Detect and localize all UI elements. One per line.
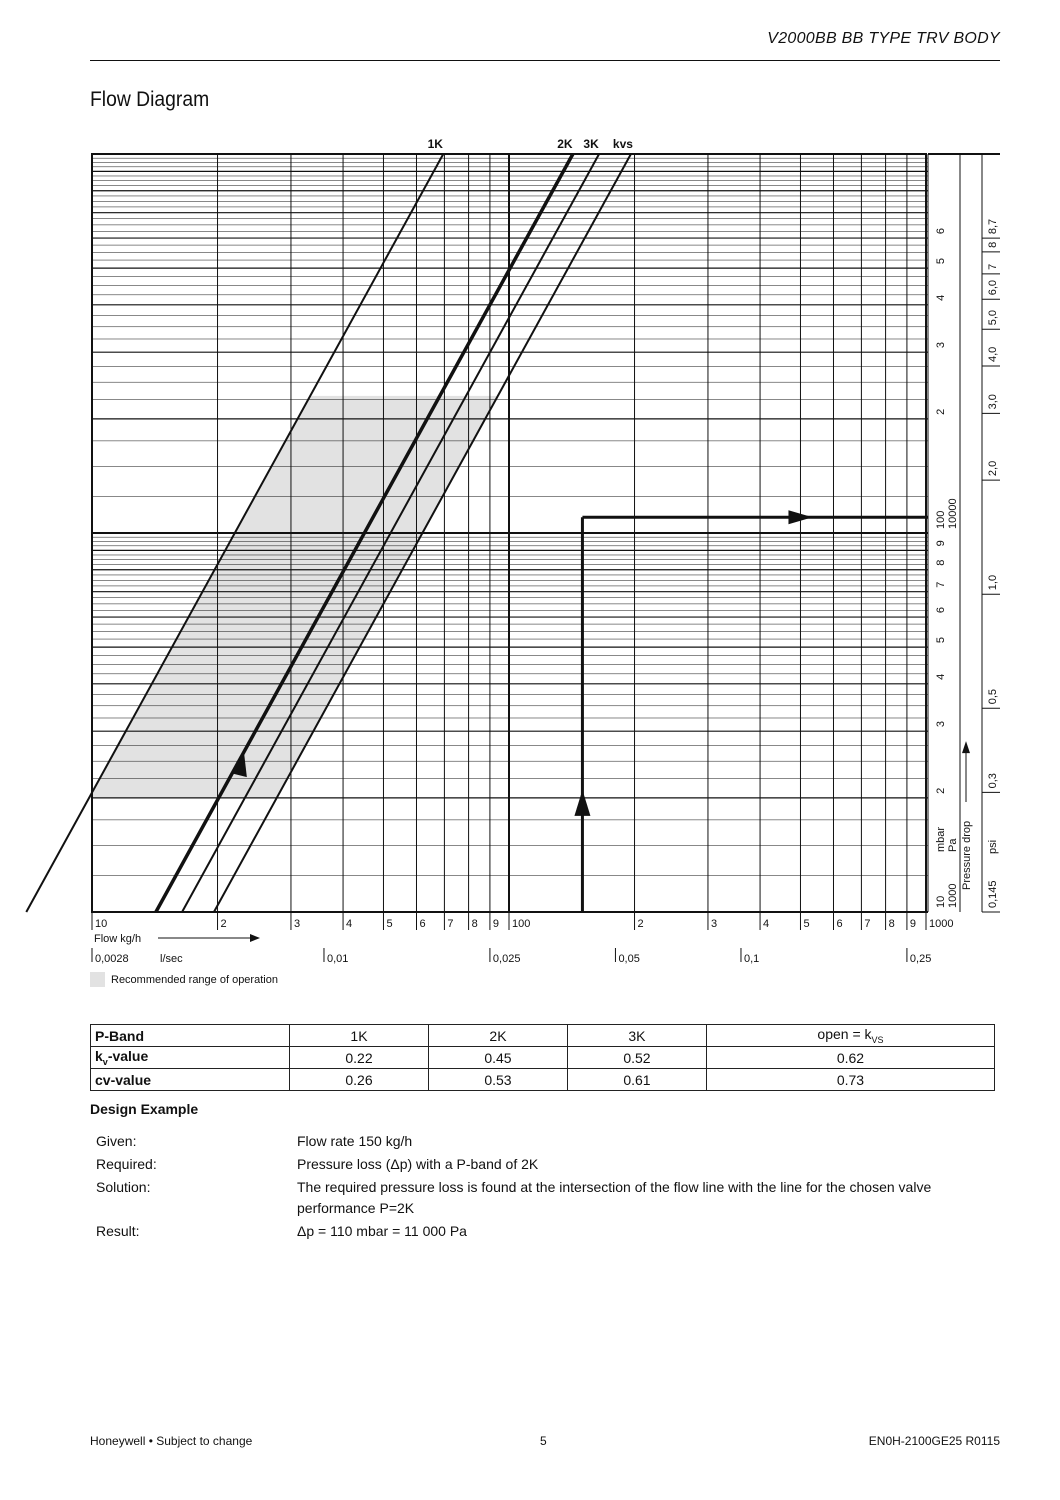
x-tick-label: 2 [220,918,227,930]
table-row [91,1047,995,1069]
psi-tick-label: 0,3 [987,773,999,789]
x-tick-label: 9 [909,918,917,930]
x-tick-label: 1000 [929,918,954,930]
kvs-label: open = k [817,1026,872,1043]
mbar-tick-label: 7 [935,581,947,588]
legend-label: Recommended range of operation [111,973,278,986]
mbar-tick-label: 100 [935,510,947,529]
table-cell: 0.45 [428,1047,567,1069]
x-tick-label: 2 [637,918,644,930]
mbar-tick-label: 6 [935,227,947,235]
pa-unit-label: Pa [947,838,959,852]
psi-tick-label: 2,0 [987,460,999,477]
pressure-drop-label: Pressure drop [961,820,973,890]
lsec-tick-label: 0,25 [909,953,932,965]
psi-tick-label: 7 [987,263,999,270]
result-label: Result: [96,1223,140,1239]
psi-tick-label: 5,0 [987,309,999,326]
table-cell: 0.26 [290,1069,429,1091]
x-tick-label: 3 [293,918,301,930]
x-axis-label: Flow kg/h [94,933,142,945]
recommended-range-area [89,396,498,798]
x-axis-direction-arrow [250,934,260,942]
x-tick-label: 6 [836,918,843,930]
footer-right: EN0H-2100GE25 R0115 [868,1434,1000,1448]
x-tick-label: 8 [471,918,478,930]
kvs-subscript: VS [871,1034,884,1045]
given-value: Flow rate 150 kg/h [297,1133,413,1149]
document-title: V2000BB BB TYPE TRV BODY [767,30,1000,47]
table-header-row [91,1025,995,1047]
x-tick-label: 7 [447,918,454,930]
series-label-1k: 1K [427,137,443,151]
lsec-tick-label: 0,1 [743,953,760,965]
mbar-tick-label: 4 [935,673,947,680]
required-value: Pressure loss (Δp) with a P-band of 2K [297,1156,539,1172]
section-title: Flow Diagram [90,88,210,111]
kv-label-rest: -value [107,1048,149,1065]
series-label-2k: 2K [557,137,573,151]
table-header-cell: 1K [290,1025,429,1047]
mbar-tick-label: 5 [935,257,947,265]
psi-tick-label: 0,145 [987,880,999,909]
x-tick-label: 4 [346,918,353,930]
table-header-cell [706,1025,994,1047]
psi-unit-label: psi [987,839,999,854]
pa-label: 10000 [947,498,959,529]
p-band-table [90,1024,995,1091]
example-up-arrow [574,790,590,816]
lsec-tick-label: 0,01 [326,953,349,965]
x-tick-label: 4 [763,918,770,930]
x-tick-label: 10 [95,918,108,930]
table-cell: 0.61 [567,1069,706,1091]
solution-label: Solution: [96,1179,151,1195]
mbar-tick-label: 8 [935,559,947,566]
footer-left: Honeywell • Subject to change [90,1434,253,1448]
psi-tick-label: 0,5 [987,688,999,705]
lsec-axis-label: l/sec [160,953,183,965]
result-value: Δp = 110 mbar = 11 000 Pa [297,1223,467,1239]
mbar-tick-label: 2 [935,408,947,415]
psi-tick-label: 4,0 [987,346,999,363]
psi-tick-label: 1,0 [987,574,999,591]
footer-page-number: 5 [540,1434,547,1448]
table-row-label: cv-value [91,1069,290,1091]
mbar-tick-label: 2 [935,787,947,794]
table-row [91,1069,995,1091]
psi-tick-label: 6,0 [987,279,999,296]
mbar-tick-label: 10 [935,895,947,908]
table-cell: 0.53 [428,1069,567,1091]
x-tick-label: 3 [710,918,718,930]
table-header-cell: P-Band [91,1025,290,1047]
x-tick-label: 5 [386,918,393,930]
mbar-tick-label: 9 [935,540,947,547]
solution-value: The required pressure loss is found at the intersection of the flow line with the line for the chosen valve performance P=2K [297,1179,932,1216]
mbar-tick-label: 5 [935,636,947,644]
given-label: Given: [96,1133,137,1149]
x-tick-label: 6 [419,918,426,930]
table-cell: 0.52 [567,1047,706,1069]
series-label-3k: 3K [583,137,599,151]
chart-legend [90,972,278,987]
psi-tick-label: 3,0 [987,394,999,410]
x-tick-label: 7 [864,918,871,930]
mbar-unit-label: mbar [935,826,947,852]
lsec-tick-label: 0,05 [618,953,640,965]
lsec-tick-label: 0,025 [492,953,521,965]
x-tick-label: 100 [512,918,531,930]
pressure-drop-direction-arrow [962,741,970,753]
pa-label: 1000 [947,883,959,908]
lsec-tick-label: 0,0028 [95,953,129,965]
table-cell: 0.62 [706,1047,994,1069]
mbar-tick-label: 6 [935,606,947,614]
x-tick-label: 5 [803,918,810,930]
x-tick-label: 9 [492,918,500,930]
kv-label-sub: v [102,1056,108,1067]
table-row-label [91,1047,290,1069]
mbar-tick-label: 3 [935,721,947,728]
required-label: Required: [96,1156,157,1172]
legend-swatch [90,972,105,987]
psi-tick-label: 8 [987,241,999,248]
psi-tick-label: 8,7 [987,218,999,235]
mbar-tick-label: 4 [935,294,947,301]
table-header-cell: 2K [428,1025,567,1047]
mbar-tick-label: 3 [935,342,947,349]
series-label-kvs: kvs [612,137,633,151]
design-example-title: Design Example [90,1101,199,1117]
table-header-cell: 3K [567,1025,706,1047]
x-tick-label: 8 [888,918,895,930]
table-cell: 0.22 [290,1047,429,1069]
kv-label-k: k [95,1048,103,1065]
table-cell: 0.73 [706,1069,994,1091]
